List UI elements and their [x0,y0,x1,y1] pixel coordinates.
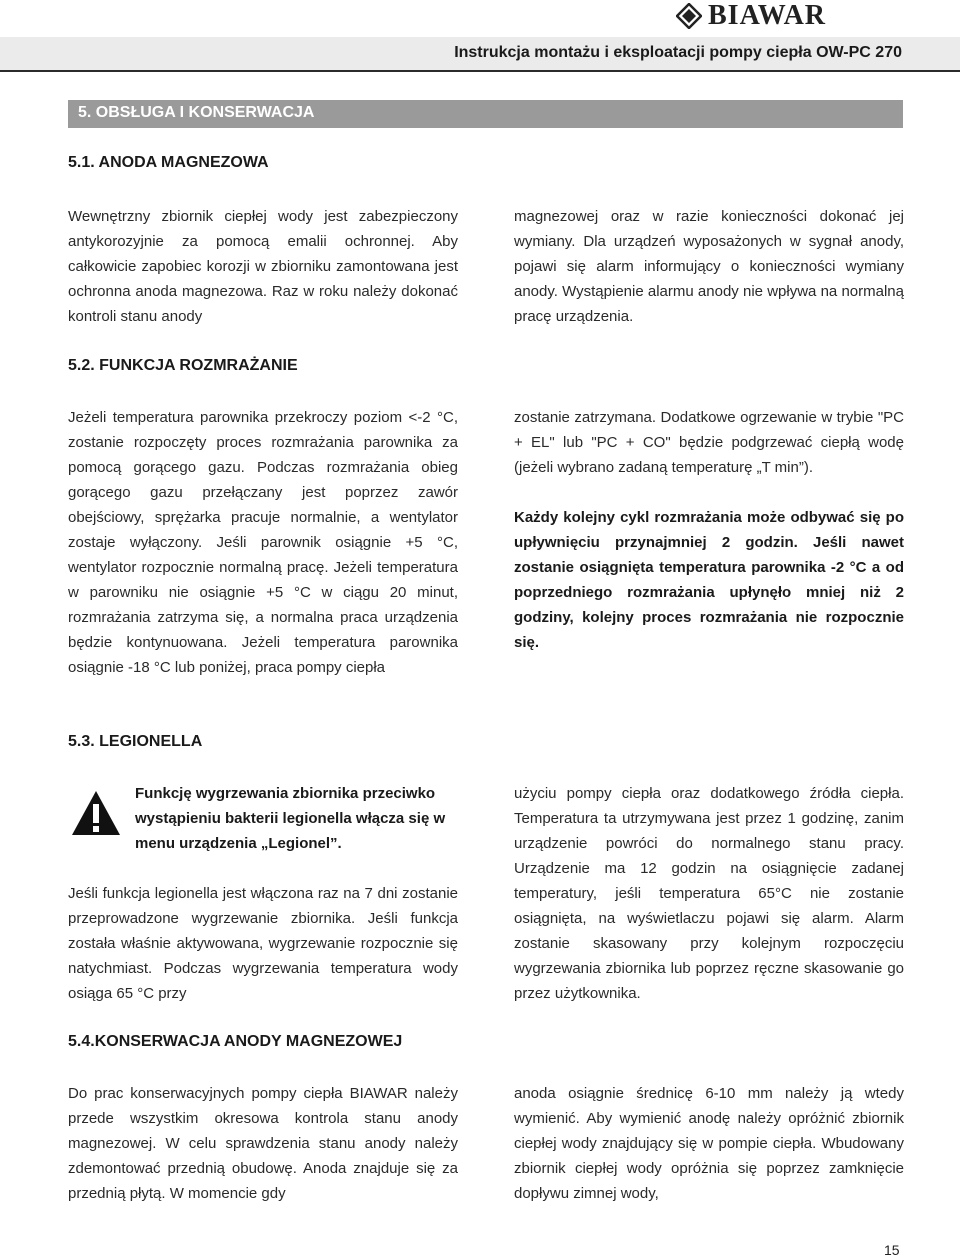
brand-name: BIAWAR [708,0,827,31]
s53-right-paragraph: użyciu pompy ciepła oraz dodatkowego źródła ciepła. Temperatura ta utrzymywana jest przez 1 godzinę, zanim urządzenie powróci do normalnego stanu pracy. Urządzenie ma 12 godzin na osiągnięcie zadanej temperatury, jeśli temperatura 65°C nie zostanie osiągnięta, na wyświetlaczu pojawi się alarm. Alarm zostanie skasowany przy kolejnym rozpoczęciu wygrzewania zbiornika lub poprzez ręczne skasowanie go przez użytkownika. [514,785,904,1002]
s54-left-paragraph: Do prac konserwacyjnych pompy ciepła BIAWAR należy przede wszystkim okresowa kontrola stanu anody magnezowej. W celu sprawdzenia stanu anody należy zdemontować przednią obudowę. Anoda znajduje się za przednią płytą. W momencie gdy [68,1085,458,1202]
s52-left-paragraph: Jeżeli temperatura parownika przekroczy poziom <-2 °C, zostanie rozpoczęty proces rozmrażania parownika za pomocą gorącego gazu. Podczas rozmrażania obieg gorącego gazu przełączany jest poprzez zawór obejściowy, sprężarka pracuje normalnie, a wentylator zostaje wyłączony. Jeśli parownik osiągnie +5 °C, wentylator rozpocznie normalną pracę. Jeżeli temperatura w parowniku nie osiągnie +5 °C w ciągu 20 minut, rozmrażania zatrzyma się, a normalna praca urządzenia będzie kontynuowana. Jeżeli temperatura parownika osiągnie -18 °C lub poniżej, praca pompy ciepła [68,409,458,676]
brand-logo [676,2,826,30]
s51-right-paragraph: magnezowej oraz w razie konieczności dokonać jej wymiany. Dla urządzeń wyposażonych w sygnał anody, pojawi się alarm informujący o konieczności wymiany anody. Wystąpienie alarmu anody nie wpływa na normalną pracę urządzenia. [514,208,904,325]
legionella-warning-text: Funkcję wygrzewania zbiornika przeciwko wystąpieniu bakterii legionella włącza się w menu urządzenia „Legionel”. [135,785,446,852]
s51-left-paragraph: Wewnętrzny zbiornik ciepłej wody jest zabezpieczony antykorozyjnie za pomocą emalii ochronnej. Aby całkowicie zapobiec korozji w zbiorniku zamontowana jest ochronna anoda magnezowa. Raz w roku należy dokonać kontroli stanu anody [68,208,458,325]
s53-left-paragraph: Jeśli funkcja legionella jest włączona raz na 7 dni zostanie przeprowadzone wygrzewanie zbiornika. Jeśli funkcja została właśnie aktywowana, wygrzewanie rozpocznie się natychmiast. Podczas wygrzewania temperatura wody osiąga 65 °C przy [68,885,458,1002]
s54-right-paragraph: anoda osiągnie średnicę 6-10 mm należy ją wtedy wymienić. Aby wymienić anodę należy opróżnić zbiornik ciepłej wody znajdujący się w pompie ciepła. Wbudowany zbiornik ciepłej wody opróżnia się poprzez zamknięcie dopływu zimnej wody, [514,1085,904,1202]
heading-5-1: 5.1. ANODA MAGNEZOWA [68,154,269,171]
heading-5-3: 5.3. LEGIONELLA [68,733,203,750]
heading-5-4: 5.4.KONSERWACJA ANODY MAGNEZOWEJ [68,1033,403,1050]
s52-right-paragraph: zostanie zatrzymana. Dodatkowe ogrzewanie w trybie "PC + EL" lub "PC + CO" będzie podgrzewać ciepłą wodę (jeżeli wybrano zadaną temperaturę „T min”). [514,409,904,476]
section-title: 5. OBSŁUGA I KONSERWACJA [78,104,315,121]
section-title-bar [68,100,903,128]
heading-5-2: 5.2. FUNKCJA ROZMRAŻANIE [68,357,298,374]
warning-icon [70,789,122,837]
s52-right-column [514,405,904,655]
s52-right-bold-paragraph: Każdy kolejny cykl rozmrażania może odbywać się po upływnięciu przynajmniej 2 godzin. Jeśli nawet zostanie osiągnięta temperatura parownika -2 °C a od poprzedniego rozmrażania upłynęło mniej niż 2 godziny, kolejny proces rozmrażania nie rozpocznie się. [514,509,904,651]
document-title: Instrukcja montażu i eksploatacji pompy ciepła OW-PC 270 [454,44,902,61]
document-header-bar [0,37,960,72]
page-number: 15 [884,1242,900,1258]
paragraph-gap [514,480,904,505]
biawar-logo-icon [676,3,702,29]
